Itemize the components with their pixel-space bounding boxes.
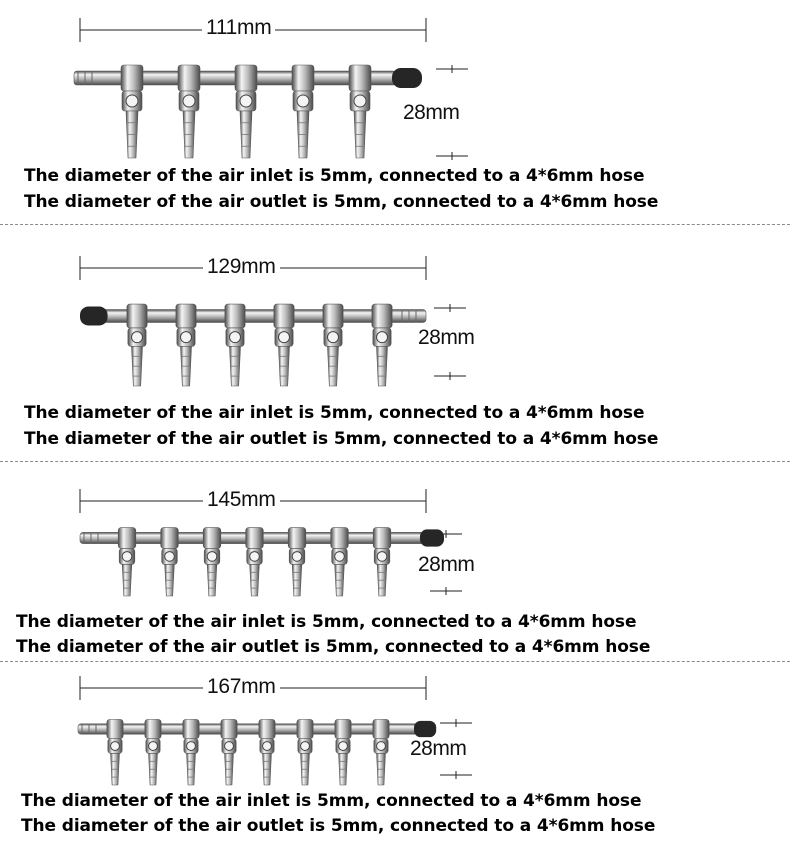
- valve-outlet: [372, 304, 392, 386]
- outlet-spec-text: The diameter of the air outlet is 5mm, connected to a 4*6mm hose: [16, 637, 651, 657]
- valve-outlet: [259, 719, 275, 785]
- valve-outlet: [203, 528, 221, 596]
- valve-outlet: [297, 719, 313, 785]
- valve-outlet: [373, 528, 391, 596]
- outlet-spec-text: The diameter of the air outlet is 5mm, connected to a 4*6mm hose: [21, 816, 656, 836]
- valve-outlet: [225, 304, 245, 386]
- valve-outlet: [183, 719, 199, 785]
- product-section-7-way: [0, 463, 790, 659]
- height-dimension-label: 28mm: [410, 737, 467, 760]
- height-dimension-label: 28mm: [418, 553, 475, 576]
- valve-outlet: [118, 528, 136, 596]
- section-divider: [0, 661, 790, 662]
- inlet-spec-text: The diameter of the air inlet is 5mm, connected to a 4*6mm hose: [24, 166, 645, 186]
- valve-outlet: [373, 719, 389, 785]
- valve-outlet: [292, 65, 314, 158]
- valve-outlet: [274, 304, 294, 386]
- section-divider: [0, 224, 790, 225]
- valve-outlet: [349, 65, 371, 158]
- width-dimension-label: 111mm: [202, 16, 275, 40]
- width-dimension-label: 129mm: [203, 255, 280, 279]
- manifold-bar: [78, 724, 418, 734]
- width-dimension-label: 167mm: [203, 675, 280, 699]
- valve-outlet: [107, 719, 123, 785]
- outlet-spec-text: The diameter of the air outlet is 5mm, connected to a 4*6mm hose: [24, 429, 659, 449]
- product-section-6-way: [0, 226, 790, 458]
- end-cap: [80, 307, 108, 326]
- valve-outlet: [145, 719, 161, 785]
- product-section-8-way: [0, 663, 790, 850]
- end-cap: [392, 68, 422, 88]
- section-divider: [0, 461, 790, 462]
- height-dimension-label: 28mm: [403, 101, 460, 124]
- inlet-spec-text: The diameter of the air inlet is 5mm, connected to a 4*6mm hose: [21, 791, 642, 811]
- valve-outlet: [176, 304, 196, 386]
- valve-outlet: [121, 65, 143, 158]
- valve-outlet: [335, 719, 351, 785]
- valve-outlet: [331, 528, 349, 596]
- manifold-diagram: [0, 0, 790, 222]
- valve-outlet: [178, 65, 200, 158]
- valve-outlet: [288, 528, 306, 596]
- valve-outlet: [246, 528, 264, 596]
- manifold-product-photo: [74, 65, 422, 158]
- inlet-spec-text: The diameter of the air inlet is 5mm, connected to a 4*6mm hose: [16, 612, 637, 632]
- inlet-spec-text: The diameter of the air inlet is 5mm, connected to a 4*6mm hose: [24, 403, 645, 423]
- valve-outlet: [235, 65, 257, 158]
- manifold-diagram: [0, 226, 790, 458]
- valve-outlet: [161, 528, 179, 596]
- valve-outlet: [127, 304, 147, 386]
- valve-outlet: [323, 304, 343, 386]
- manifold-product-photo: [80, 528, 444, 596]
- outlet-spec-text: The diameter of the air outlet is 5mm, connected to a 4*6mm hose: [24, 192, 659, 212]
- manifold-product-photo: [80, 304, 426, 386]
- valve-outlet: [221, 719, 237, 785]
- end-cap: [414, 721, 436, 737]
- manifold-product-photo: [78, 719, 436, 785]
- width-dimension-label: 145mm: [203, 488, 280, 512]
- end-cap: [420, 529, 444, 546]
- product-section-5-way: [0, 0, 790, 222]
- height-dimension-label: 28mm: [418, 326, 475, 349]
